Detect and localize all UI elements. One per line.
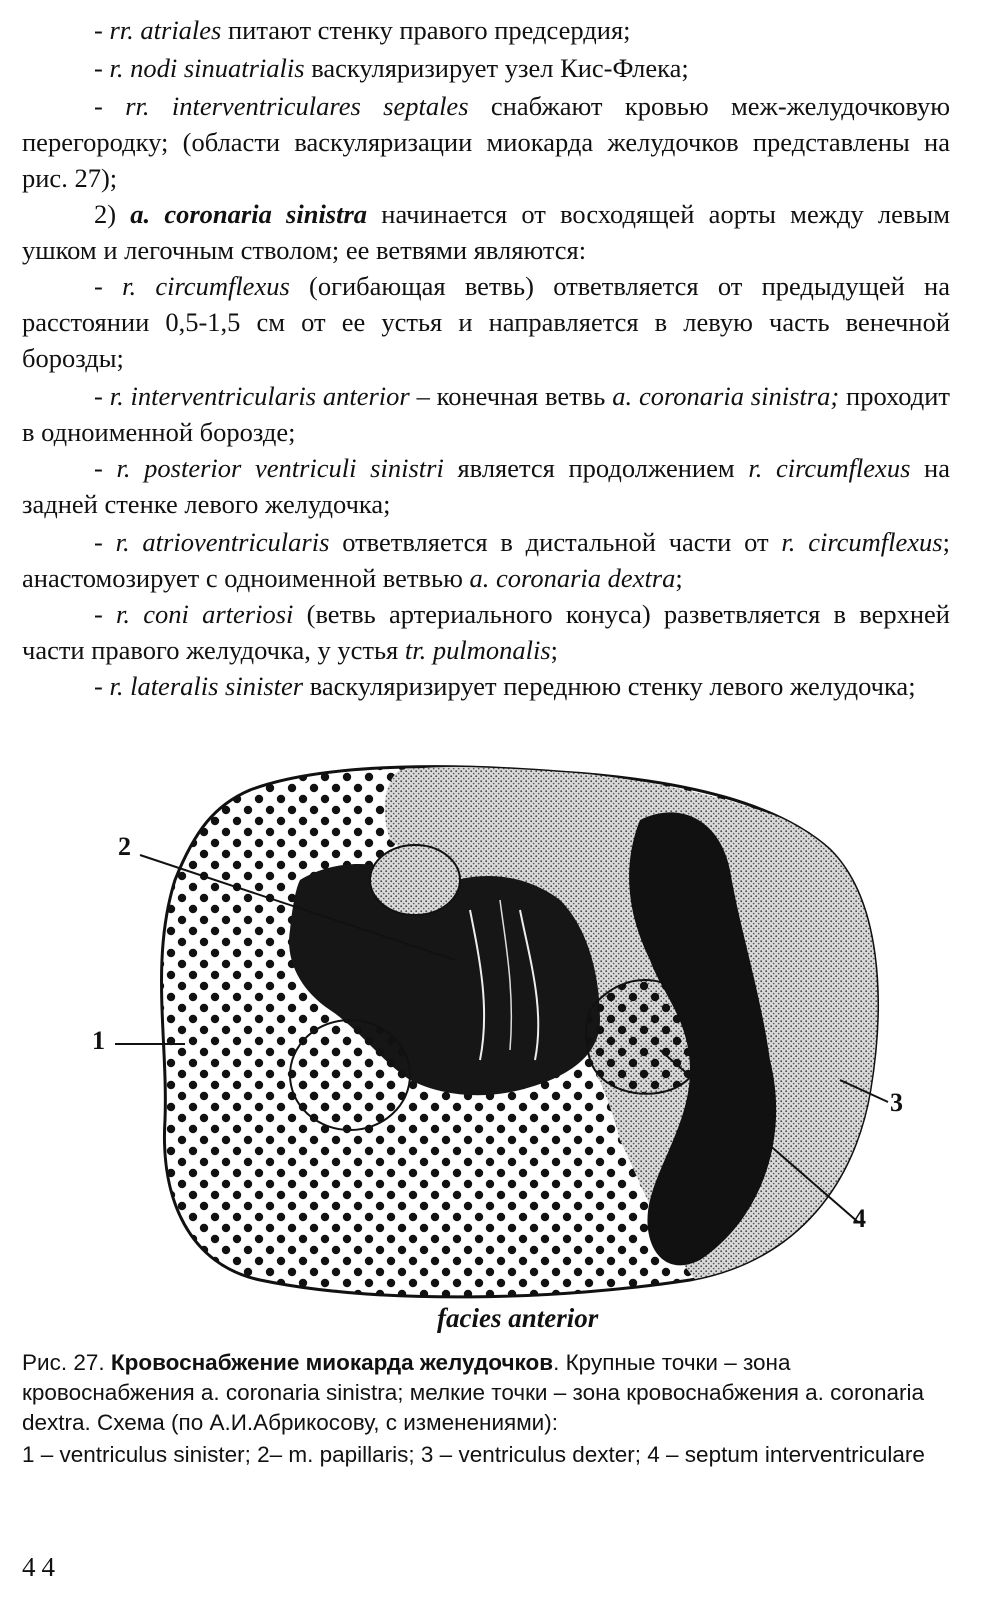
text-run: r. nodi sinuatrialis: [109, 53, 305, 83]
paragraph-rr-atriales: [22, 12, 950, 48]
paragraph-r-nodi-sinuatrialis: [22, 50, 950, 86]
heart-section-illustration: [0, 760, 989, 1320]
text-run: r. atrioventricularis: [115, 527, 330, 557]
text-run: (огибающая ветвь) ответвляется от предыдущей на расстоянии 0,5-1,5 см от ее устья и направляется в левую часть венечной борозды;: [22, 271, 951, 373]
caption-title: Кровоснабжение миокарда желудочков: [110, 1350, 554, 1375]
paragraph-rr-interventriculares-septales: [22, 88, 950, 196]
paragraph-r-atrioventricularis: [22, 524, 950, 596]
text-run: rr. atriales: [109, 15, 222, 45]
legend-text: 1 – ventriculus sinister; 2– m. papillaris; 3 – ventriculus dexter; 4 – septum interventriculare: [22, 1442, 925, 1467]
text-run: -: [94, 91, 126, 121]
paragraph-r-coni-arteriosi: [22, 596, 950, 668]
text-run: r. lateralis sinister: [109, 671, 304, 701]
paragraph-r-circumflexus: [22, 268, 950, 376]
text-run: васкуляризирует переднюю стенку левого желудочка;: [303, 671, 916, 701]
paragraph-r-interventricularis-anterior: [22, 378, 950, 450]
text-run: -: [94, 599, 117, 629]
paragraph-a-coronaria-sinistra: [22, 196, 950, 268]
caption-figure-number: Рис. 27.: [22, 1350, 105, 1375]
dotted-lobe-left: [290, 1020, 410, 1130]
text-run: -: [94, 15, 110, 45]
paragraph-r-posterior-ventriculi-sinistri: [22, 450, 950, 522]
text-run: a. coronaria sinistra: [130, 199, 368, 229]
text-run: a. coronaria dextra: [469, 563, 676, 593]
text-run: начинается от восходящей аорты между левым ушком и легочным стволом; ее ветвями являются:: [22, 199, 951, 265]
text-run: ;: [675, 563, 683, 593]
text-run: r. circumflexus: [748, 453, 911, 483]
figure-label-2: 2: [118, 832, 131, 861]
text-run: васкуляризирует узел Кис-Флека;: [304, 53, 689, 83]
figure-legend: [22, 1440, 950, 1470]
paragraph-r-lateralis-sinister: [22, 668, 950, 704]
text-run: проходит в одноименной борозде;: [22, 381, 951, 447]
heart-cross-section-figure: [0, 760, 989, 1320]
caption-text: . Крупные точки – зона кровоснабжения a. coronaria sinistra; мелкие точки – зона кровоснабжения a. coronaria dextra. Схема (по А.И.Абрикосову, с изменениями):: [22, 1350, 924, 1435]
text-run: a. coronaria sinistra;: [612, 381, 840, 411]
text-run: rr. interventriculares septales: [125, 91, 469, 121]
text-run: r. interventricularis anterior: [109, 381, 410, 411]
dotted-lobe-top: [370, 845, 460, 915]
figure-caption: [22, 1348, 950, 1438]
text-run: питают стенку правого предсердия;: [221, 15, 631, 45]
text-run: является продолжением: [443, 453, 749, 483]
text-run: ; анастомозирует с одноименной ветвью: [22, 527, 950, 593]
page-number: 44: [22, 1552, 61, 1582]
text-run: – конечная ветвь: [409, 381, 613, 411]
text-run: ответвляется в дистальной части от: [329, 527, 782, 557]
text-run: r. posterior ventriculi sinistri: [116, 453, 444, 483]
text-run: -: [94, 527, 116, 557]
text-run: -: [94, 671, 110, 701]
figure-label-4: 4: [853, 1204, 866, 1233]
text-run: r. coni arteriosi: [116, 599, 294, 629]
figure-label-3: 3: [890, 1088, 903, 1117]
text-run: (ветвь артериального конуса) разветвляется в верхней части правого желудочка, у устья: [22, 599, 950, 665]
text-run: tr. pulmonalis: [404, 635, 551, 665]
text-run: снабжают кровью меж-желудочковую перегородку; (области васкуляризации миокарда желудочков представлены на рис. 27);: [22, 91, 951, 193]
text-run: -: [94, 381, 110, 411]
facies-anterior-label: facies anterior: [437, 1303, 599, 1333]
text-run: -: [94, 53, 110, 83]
text-run: r. circumflexus: [781, 527, 943, 557]
text-run: на задней стенке левого желудочка;: [22, 453, 950, 519]
text-run: r. circumflexus: [122, 271, 290, 301]
text-run: ;: [550, 635, 559, 665]
text-run: 2): [94, 199, 131, 229]
text-run: -: [94, 271, 123, 301]
text-run: -: [94, 453, 117, 483]
figure-label-1: 1: [92, 1026, 105, 1055]
